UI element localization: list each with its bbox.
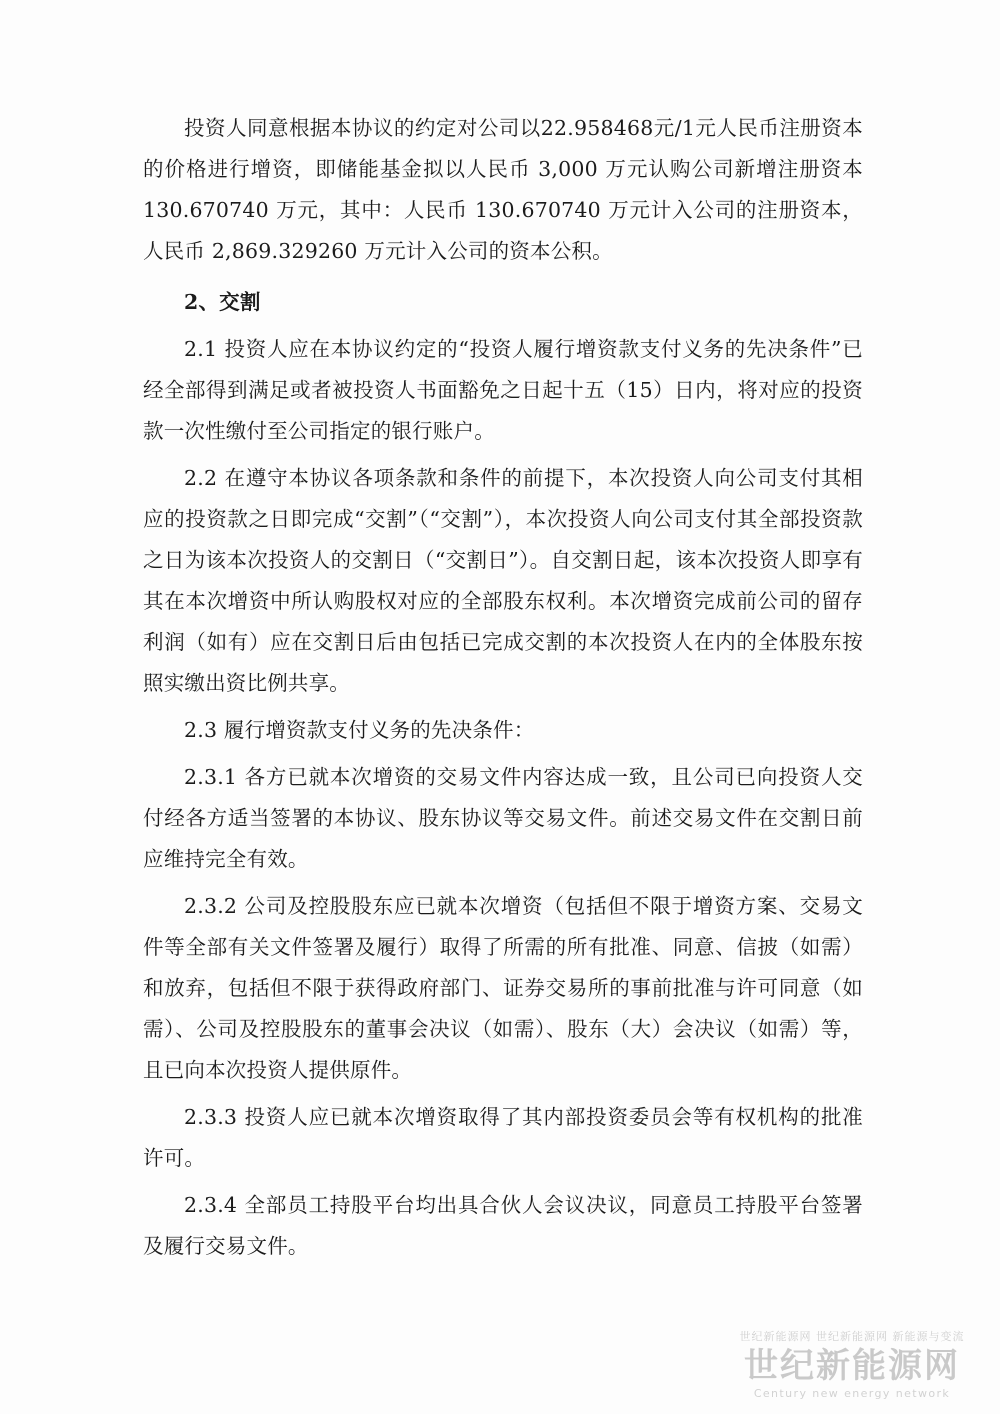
paragraph-2-2: 2.2 在遵守本协议各项条款和条件的前提下，本次投资人向公司支付其相应的投资款之日即完成“交割”（“交割”），本次投资人向公司支付其全部投资款之日为该本次投资人的交割日（“交割日”）。自交割日起，该本次投资人即享有其在本次增资中所认购股权对应的全部股东权利。本次增资完成前公司的留存利润（如有）应在交割日后由包括已完成交割的本次投资人在内的全体股东按照实缴出资比例共享。 — [143, 466, 863, 695]
watermark-top-line: 世纪新能源网 世纪新能源网 新能源与变流 — [739, 1329, 965, 1343]
document-body — [143, 108, 863, 1269]
paragraph-2-3-4: 2.3.4 全部员工持股平台均出具合伙人会议决议，同意员工持股平台签署及履行交易文件。 — [143, 1193, 863, 1258]
watermark — [722, 1328, 982, 1400]
paragraph-2-3-3: 2.3.3 投资人应已就本次增资取得了其内部投资委员会等有权机构的批准许可。 — [143, 1105, 863, 1170]
paragraph-intro: 投资人同意根据本协议的约定对公司以22.958468元/1元人民币注册资本的价格进行增资，即储能基金拟以人民币 3,000 万元认购公司新增注册资本130.670740 万元，其中：人民币 130.670740 万元计入公司的注册资本，人民币 2,869.329260 万元计入公司的资本公积。 — [143, 116, 863, 263]
watermark-main-text: 世纪新能源网 — [744, 1345, 960, 1386]
paragraph-2-3-1: 2.3.1 各方已就本次增资的交易文件内容达成一致，且公司已向投资人交付经各方适当签署的本协议、股东协议等交易文件。前述交易文件在交割日前应维持完全有效。 — [143, 765, 863, 871]
watermark-sub-text: Century new energy network — [753, 1387, 951, 1400]
paragraph-2-3-2: 2.3.2 公司及控股股东应已就本次增资（包括但不限于增资方案、交易文件等全部有关文件签署及履行）取得了所需的所有批准、同意、信披（如需）和放弃，包括但不限于获得政府部门、证券交易所的事前批准与许可同意（如需）、公司及控股股东的董事会决议（如需）、股东（大）会决议（如需）等，且已向本次投资人提供原件。 — [143, 894, 863, 1082]
paragraph-2-3: 2.3 履行增资款支付义务的先决条件： — [184, 718, 535, 742]
section-heading-2: 2、交割 — [184, 290, 261, 314]
paragraph-2-1: 2.1 投资人应在本协议约定的“投资人履行增资款支付义务的先决条件”已经全部得到满足或者被投资人书面豁免之日起十五（15）日内，将对应的投资款一次性缴付至公司指定的银行账户。 — [143, 337, 863, 443]
